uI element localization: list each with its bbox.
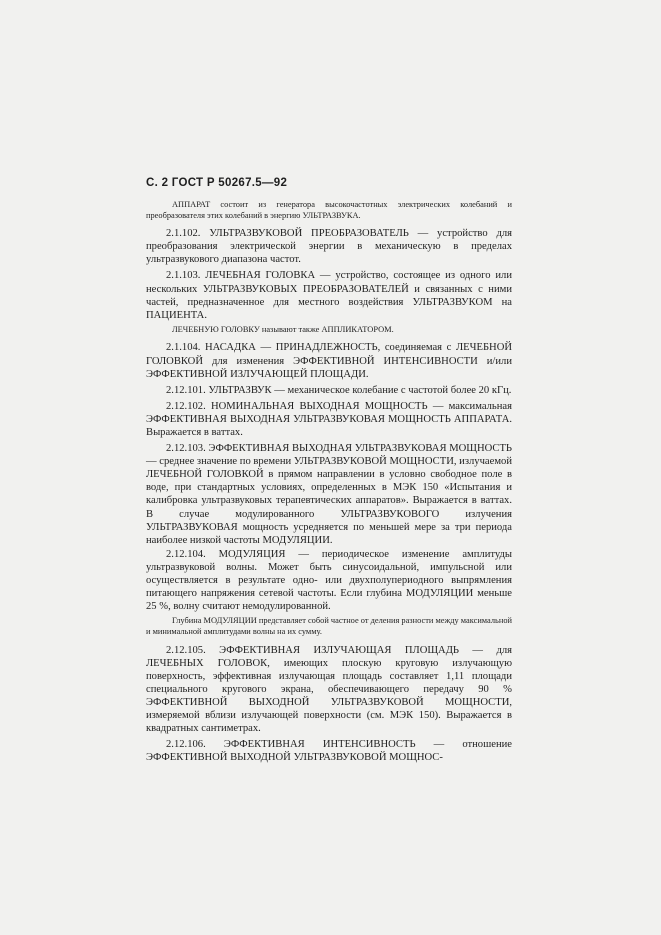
page-content <box>146 197 512 767</box>
paragraph-modulation-note: Глубина МОДУЛЯЦИИ представляет собой частное от деления разности между максимальной и минимальной амплитудами волны на их сумму. <box>146 616 512 636</box>
paragraph-2-12-103: 2.12.103. ЭФФЕКТИВНАЯ ВЫХОДНАЯ УЛЬТРАЗВУКОВАЯ МОЩНОСТЬ — среднее значение по времени УЛЬТРАЗВУКОВОЙ МОЩНОСТИ, излучаемой ЛЕЧЕБНОЙ ГОЛОВКОЙ в прямом направлении в условно свободное поле в воде, при стандартных условиях, определенных в МЭК 150 «Испытания и калибровка ультразвуковых терапевтических аппаратов». Выражается в ваттах. В случае модулированного УЛЬТРАЗВУКОВОГО излучения УЛЬТРАЗВУКОВАЯ мощность усредняется по меньшей мере за три периода наиболее низкой частоты МОДУЛЯЦИИ. <box>146 443 512 546</box>
paragraph-2-1-104: 2.1.104. НАСАДКА — ПРИНАДЛЕЖНОСТЬ, соединяемая с ЛЕЧЕБНОЙ ГОЛОВКОЙ для изменения ЭФФЕКТИВНОЙ ИНТЕНСИВНОСТИ и/или ЭФФЕКТИВНОЙ ИЗЛУЧАЮЩЕЙ ПЛОЩАДИ. <box>146 342 512 380</box>
paragraph-2-12-106: 2.12.106. ЭФФЕКТИВНАЯ ИНТЕНСИВНОСТЬ — отношение ЭФФЕКТИВНОЙ ВЫХОДНОЙ УЛЬТРАЗВУКОВОЙ МОЩНОС- <box>146 739 512 764</box>
paragraph-2-12-102: 2.12.102. НОМИНАЛЬНАЯ ВЫХОДНАЯ МОЩНОСТЬ — максимальная ЭФФЕКТИВНАЯ ВЫХОДНАЯ УЛЬТРАЗВУКОВАЯ МОЩНОСТЬ АППАРАТА. Выражается в ваттах. <box>146 400 512 438</box>
paragraph-2-12-105: 2.12.105. ЭФФЕКТИВНАЯ ИЗЛУЧАЮЩАЯ ПЛОЩАДЬ — для ЛЕЧЕБНЫХ ГОЛОВОК, имеющих плоскую круговую излучающую поверхность, эффективная излучающая площадь составляет 1,11 площади специального кругового экрана, обеспечивающего передачу 90 % ЭФФЕКТИВНОЙ ВЫХОДНОЙ УЛЬТРАЗВУКОВОЙ МОЩНОСТИ, измеряемой вблизи излучающей поверхности (см. МЭК 150). Выражается в квадратных сантиметрах. <box>146 644 512 735</box>
paragraph-apparat-note: АППАРАТ состоит из генератора высокочастотных электрических колебаний и преобразователя этих колебаний в энергию УЛЬТРАЗВУКА. <box>146 200 512 220</box>
paragraph-2-1-103: 2.1.103. ЛЕЧЕБНАЯ ГОЛОВКА — устройство, состоящее из одного или нескольких УЛЬТРАЗВУКОВЫХ ПРЕОБРАЗОВАТЕЛЕЙ и связанных с ними частей, предназначенное для местного воздействия УЛЬТРАЗВУКОМ на ПАЦИЕНТА. <box>146 270 512 321</box>
paragraph-2-1-102: 2.1.102. УЛЬТРАЗВУКОВОЙ ПРЕОБРАЗОВАТЕЛЬ — устройство для преобразования электрической энергии в механическую в пределах ультразвукового диапазона частот. <box>146 228 512 266</box>
paragraph-2-12-104: 2.12.104. МОДУЛЯЦИЯ — периодическое изменение амплитуды ультразвуковой волны. Может быть синусоидальной, импульсной или осуществляется в результате одно- или двухполупериодного выпрямления питающего напряжения сетевой частоты. Если глубина МОДУЛЯЦИИ меньше 25 %, волну считают немодулированной. <box>146 548 512 613</box>
paragraph-2-12-101: 2.12.101. УЛЬТРАЗВУК — механическое колебание с частотой более 20 кГц. <box>166 384 512 396</box>
paragraph-applicator-note: ЛЕЧЕБНУЮ ГОЛОВКУ называют также АППЛИКАТОРОМ. <box>172 324 394 334</box>
page-header: С. 2 ГОСТ Р 50267.5—92 <box>146 177 288 189</box>
